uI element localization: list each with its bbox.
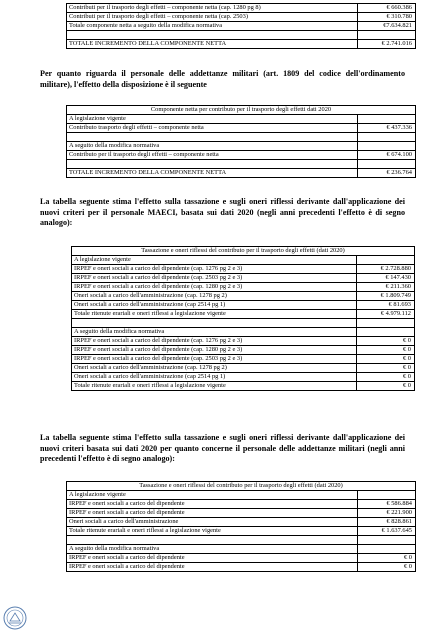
table-row xyxy=(72,346,415,355)
row-value xyxy=(357,328,415,337)
row-label: IRPEF e oneri sociali a carico del dipendente (cap. 1280 pg 2 e 3) xyxy=(72,283,357,292)
row-value: € 0 xyxy=(357,364,415,373)
table-row xyxy=(67,151,416,160)
table-row xyxy=(67,554,416,563)
row-label: Totale ritenute erariali e oneri riflessi a legislazione vigente xyxy=(72,382,357,391)
row-value xyxy=(358,536,416,545)
table-row xyxy=(67,491,416,500)
row-label: Contributi per il trasporto degli effetti – componente netta (cap. 1280 pg 8) xyxy=(67,4,358,13)
table-row xyxy=(72,364,415,373)
row-value: € 81.693 xyxy=(357,301,415,310)
row-label: IRPEF e oneri sociali a carico del dipendente xyxy=(67,563,358,572)
row-value: € 310.780 xyxy=(358,13,416,22)
row-value: € 674.100 xyxy=(358,151,416,160)
row-label: Totale ritenute erariali e oneri riflessi a legislazione vigente xyxy=(72,310,357,319)
row-label: IRPEF e oneri sociali a carico del dipendente (cap. 2503 pg 2 e 3) xyxy=(72,355,357,364)
table-row xyxy=(72,337,415,346)
row-label: TOTALE INCREMENTO DELLA COMPONENTE NETTA xyxy=(67,169,358,178)
table-row xyxy=(67,142,416,151)
row-label: TOTALE INCREMENTO DELLA COMPONENTE NETTA xyxy=(67,40,358,49)
table-header: Componente netta per contributo per il trasporto degli effetti dati 2020 xyxy=(67,106,416,115)
table-row xyxy=(67,13,416,22)
row-value: € 0 xyxy=(358,554,416,563)
row-label: A seguito della modifica normativa xyxy=(72,328,357,337)
row-label: A seguito della modifica normativa xyxy=(67,142,358,151)
table-row xyxy=(67,509,416,518)
row-value xyxy=(358,160,416,169)
row-label: IRPEF e oneri sociali a carico del dipendente (cap. 1276 pg 2 e 3) xyxy=(72,337,357,346)
row-label: A legislazione vigente xyxy=(72,256,357,265)
table-row xyxy=(67,124,416,133)
table-row xyxy=(67,545,416,554)
table-taxation-military xyxy=(66,481,416,572)
row-label: A legislazione vigente xyxy=(67,491,358,500)
row-value: € 437.336 xyxy=(358,124,416,133)
table-body xyxy=(67,491,416,572)
table-row xyxy=(72,274,415,283)
row-value xyxy=(357,319,415,328)
table-row xyxy=(67,133,416,142)
row-label: Oneri sociali a carico dell'amministrazione (cap. 1278 pg 2) xyxy=(72,364,357,373)
row-label: IRPEF e oneri sociali a carico del dipendente xyxy=(67,509,358,518)
row-value: € 660.386 xyxy=(358,4,416,13)
table-row xyxy=(67,500,416,509)
row-value xyxy=(358,545,416,554)
table-row xyxy=(67,518,416,527)
row-label: A legislazione vigente xyxy=(67,115,358,124)
row-value xyxy=(358,491,416,500)
table-row xyxy=(72,292,415,301)
table-row xyxy=(67,40,416,49)
table-row xyxy=(72,328,415,337)
row-label: IRPEF e oneri sociali a carico del dipendente xyxy=(67,554,358,563)
table-header: Tassazione e oneri riflessi del contributo per il trasporto degli effetti (dati 2020) xyxy=(67,482,416,491)
table-row xyxy=(67,31,416,40)
table-net-component-military xyxy=(66,105,416,178)
row-value: € 0 xyxy=(357,373,415,382)
row-value: € 2.741.016 xyxy=(358,40,416,49)
row-value: € 221.900 xyxy=(358,509,416,518)
row-label xyxy=(67,536,358,545)
row-label: IRPEF e oneri sociali a carico del dipendente (cap. 1276 pg 2 e 3) xyxy=(72,265,357,274)
row-label: Oneri sociali a carico dell'amministrazione xyxy=(67,518,358,527)
row-label: IRPEF e oneri sociali a carico del dipendente (cap. 2503 pg 2 e 3) xyxy=(72,274,357,283)
table-row xyxy=(72,283,415,292)
row-value: € 828.861 xyxy=(358,518,416,527)
table-row xyxy=(67,22,416,31)
table-row xyxy=(67,563,416,572)
row-label: Contributo per il trasporto degli effetti – componente netta xyxy=(67,151,358,160)
row-label: Oneri sociali a carico dell'amministrazione (cap. 1278 pg 2) xyxy=(72,292,357,301)
table-header: Tassazione e oneri riflessi del contributo per il trasporto degli effetti (dati 2020) xyxy=(72,247,415,256)
chamber-emblem-icon xyxy=(3,606,27,630)
row-value: € 0 xyxy=(357,337,415,346)
paragraph-maeci-taxation: La tabella seguente stima l'effetto sulla tassazione e sugli oneri riflessi derivante dall'applicazione dei nuovi criteri per il personale MAECI, basata sui dati 2020 (negli anni precedenti l'effetto è di segno analogo): xyxy=(40,197,405,227)
row-value xyxy=(358,115,416,124)
table-body xyxy=(72,256,415,391)
row-value: € 0 xyxy=(357,346,415,355)
table-net-component-maeci-end xyxy=(66,3,416,49)
paragraph-military-staff: Per quanto riguarda il personale delle addettanze militari (art. 1809 del codice dell'ordinamento militare), l'effetto della disposizione è il seguente xyxy=(40,69,405,89)
table-row xyxy=(67,169,416,178)
table-row xyxy=(67,4,416,13)
row-value: €7.634.821 xyxy=(358,22,416,31)
row-value: € 2.728.880 xyxy=(357,265,415,274)
row-value: € 1.637.645 xyxy=(358,527,416,536)
row-value xyxy=(358,133,416,142)
paragraph-military-taxation: La tabella seguente stima l'effetto sulla tassazione e sugli oneri riflessi derivante dall'applicazione dei nuovi criteri basata sui dati 2020 per quanto concerne il personale delle addettanze militari (negli anni precedenti l'effetto è di segno analogo): xyxy=(40,433,405,463)
table-row xyxy=(72,319,415,328)
table-row xyxy=(72,355,415,364)
row-value: € 586.884 xyxy=(358,500,416,509)
table-row xyxy=(67,527,416,536)
table-row xyxy=(72,373,415,382)
row-label: Contributi per il trasporto degli effetti – componente netta (cap. 2503) xyxy=(67,13,358,22)
row-value: € 236.764 xyxy=(358,169,416,178)
row-label xyxy=(67,133,358,142)
row-label: Totale componente netta a seguito della modifica normativa xyxy=(67,22,358,31)
table-row xyxy=(72,256,415,265)
row-value xyxy=(358,142,416,151)
row-value xyxy=(357,256,415,265)
table-row xyxy=(72,310,415,319)
row-label: A seguito della modifica normativa xyxy=(67,545,358,554)
table-body xyxy=(67,4,416,49)
row-label: Oneri sociali a carico dell'amministrazione (cap 2514 pg 1) xyxy=(72,373,357,382)
row-value: € 211.360 xyxy=(357,283,415,292)
table-row xyxy=(67,115,416,124)
row-value xyxy=(358,31,416,40)
row-value: € 147.430 xyxy=(357,274,415,283)
row-value: € 4.979.112 xyxy=(357,310,415,319)
row-value: € 0 xyxy=(357,355,415,364)
table-row xyxy=(67,160,416,169)
row-label: Contributo trasporto degli effetti – componente netta xyxy=(67,124,358,133)
row-label xyxy=(67,31,358,40)
row-label: Oneri sociali a carico dell'amministrazione (cap 2514 pg 1) xyxy=(72,301,357,310)
table-body xyxy=(67,115,416,178)
row-label xyxy=(72,319,357,328)
row-value: € 0 xyxy=(357,382,415,391)
row-label: IRPEF e oneri sociali a carico del dipendente (cap. 1280 pg 2 e 3) xyxy=(72,346,357,355)
row-label: IRPEF e oneri sociali a carico del dipendente xyxy=(67,500,358,509)
row-value: € 0 xyxy=(358,563,416,572)
row-label: Totale ritenute erariali e oneri riflessi a legislazione vigente xyxy=(67,527,358,536)
table-row xyxy=(72,265,415,274)
table-row xyxy=(72,301,415,310)
table-taxation-maeci xyxy=(71,246,415,391)
table-row xyxy=(67,536,416,545)
table-row xyxy=(72,382,415,391)
row-value: € 1.809.749 xyxy=(357,292,415,301)
row-label xyxy=(67,160,358,169)
